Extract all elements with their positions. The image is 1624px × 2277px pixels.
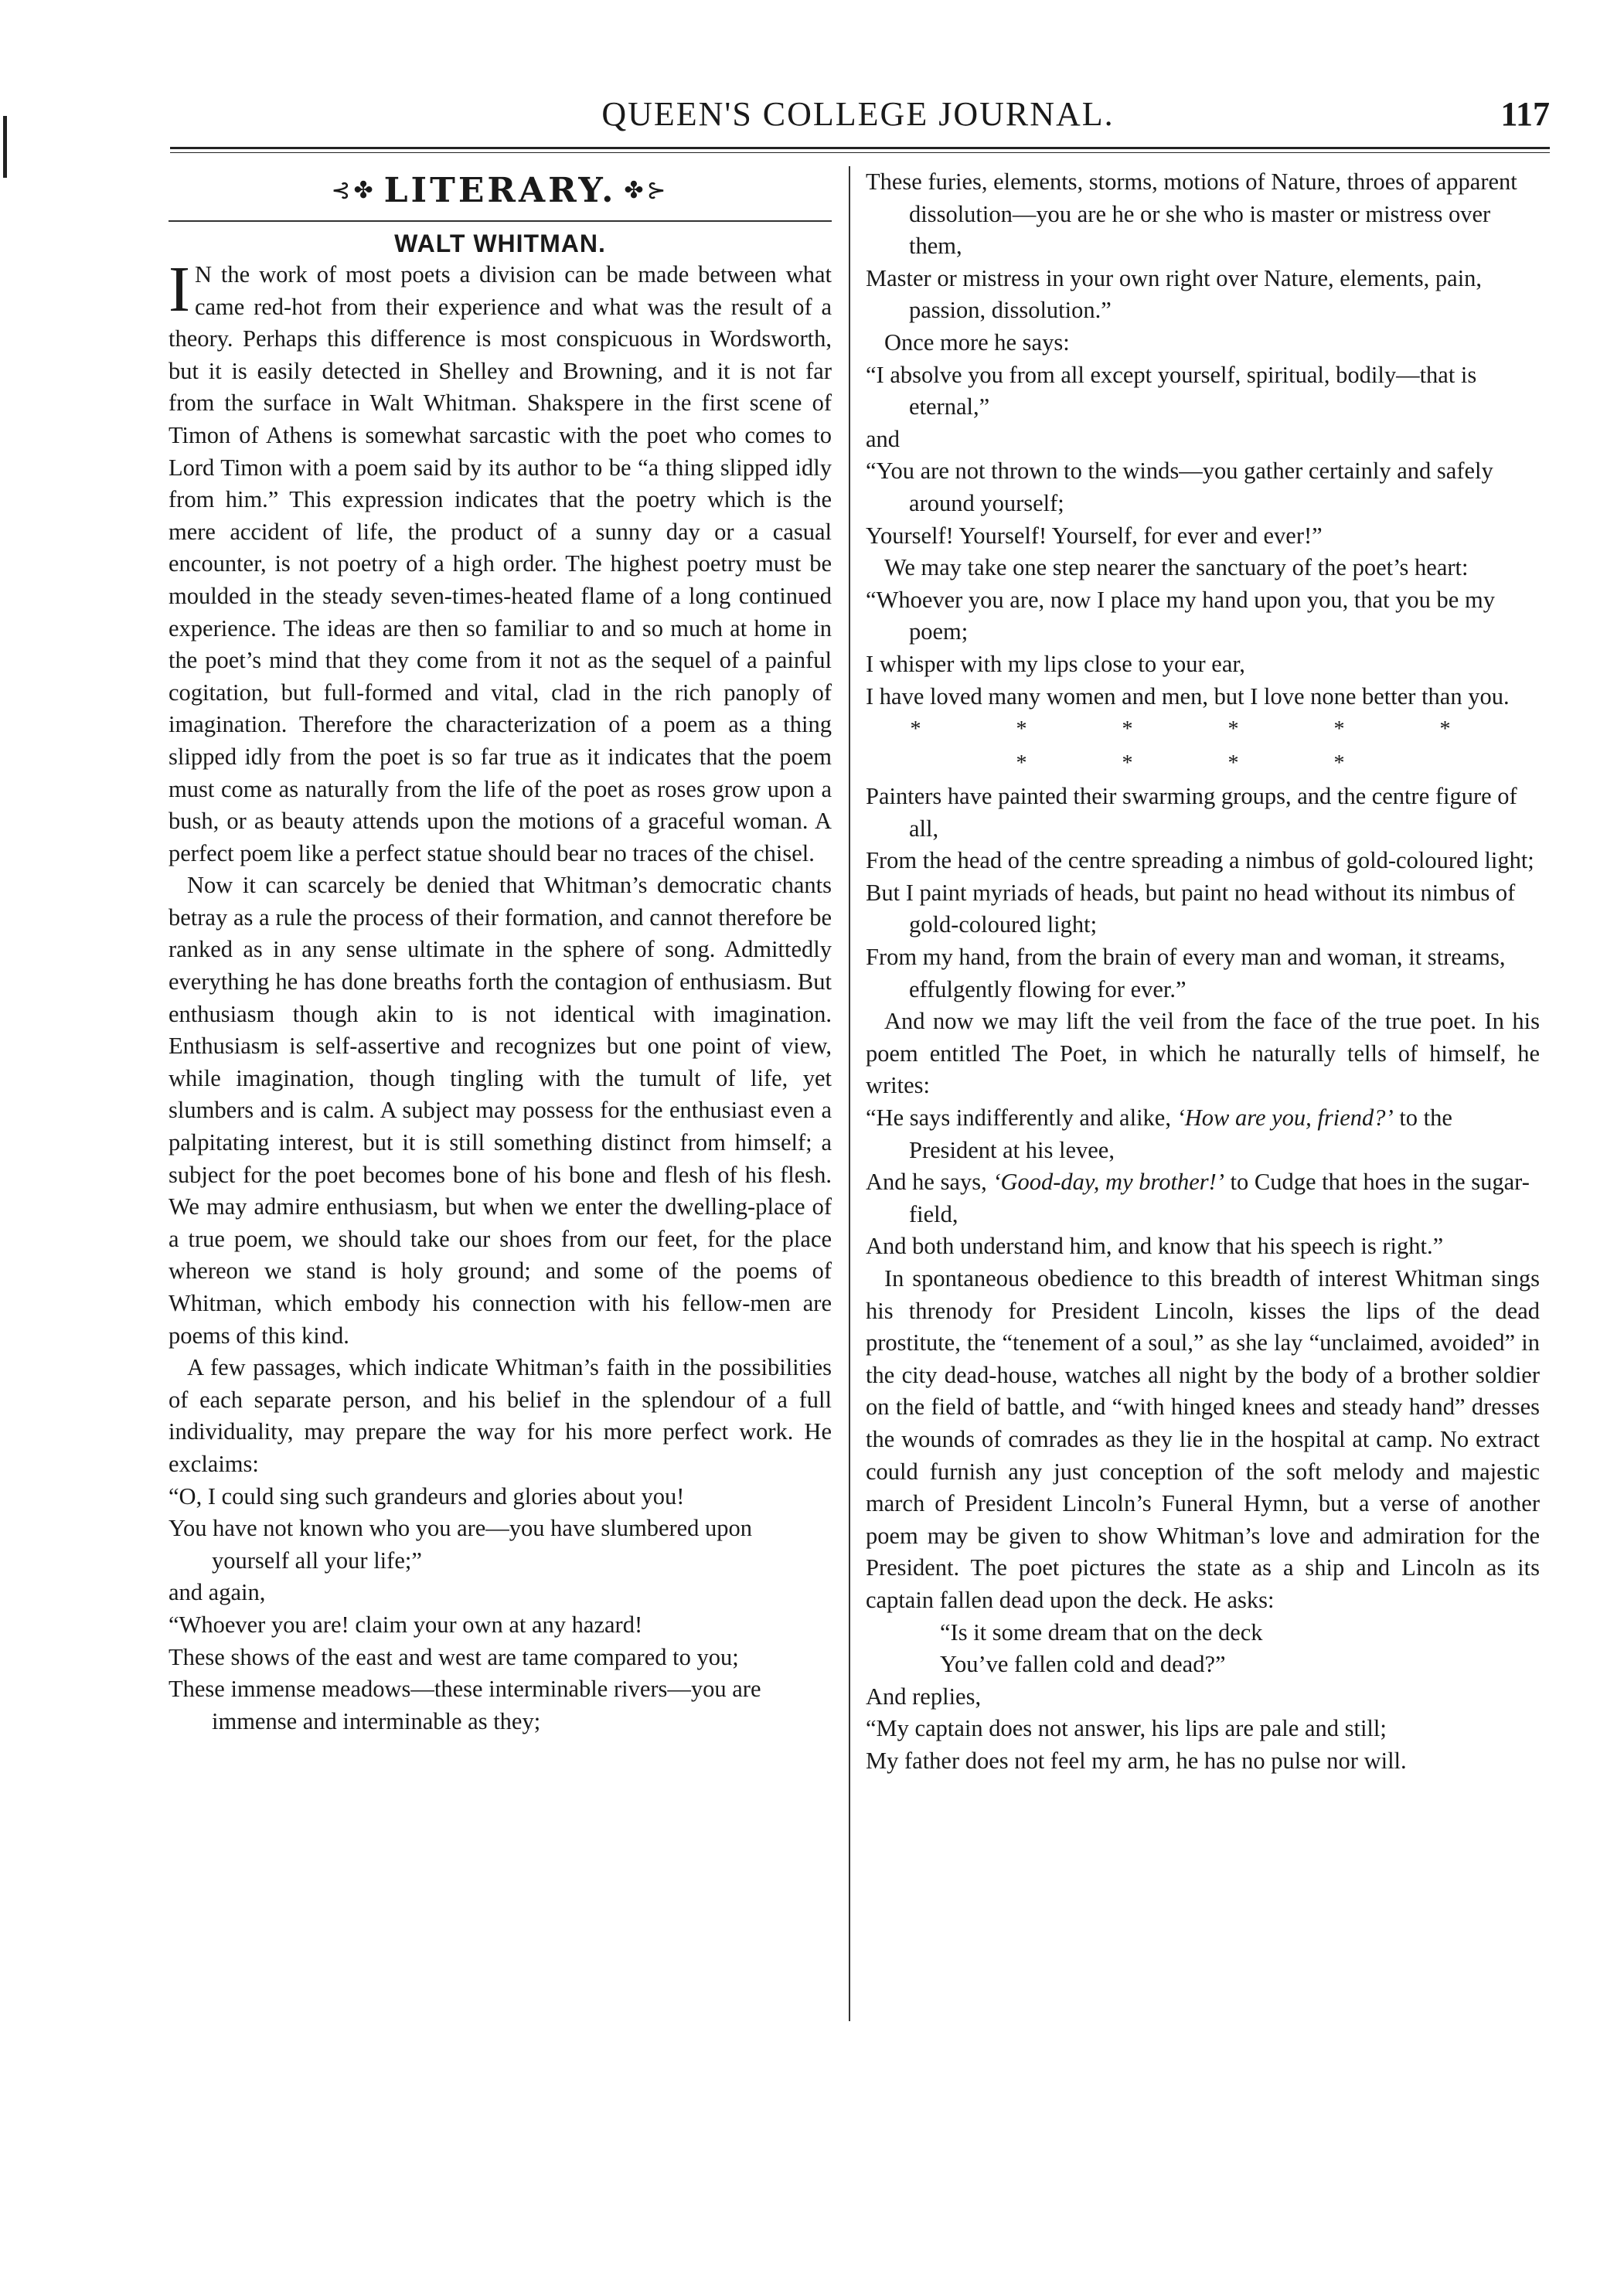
paragraph-5: And now we may lift the veil from the face of the true poet. In his poem entitled The Poet, in which he naturally tells of himself, he writes: [866,1008,1540,1099]
header-rule-thin [170,152,1550,153]
verse-line: These furies, elements, storms, motions of Nature, throes of apparent dissolution—you are he or she who is master or mistress over them, [866,168,1517,260]
verse-text: to the President at his levee, [909,1104,1452,1163]
binding-edge-mark [3,116,7,178]
verse-line: From the head of the centre spreading a nimbus of gold-coloured light; [866,847,1534,874]
quoted-verse-line: “Is it some dream that on the deck [940,1618,1263,1646]
paragraph-2: Now it can scarcely be denied that Whitman’s democratic chants betray as a rule the process of their formation, and cannot therefore be ranked as in any sense ultimate in the sphere of song. Admittedly everything he has done breaths forth the contagion of enthusiasm. But enthusiasm though akin to is not identical with imagination. Enthusiasm is self-assertive and recognizes but one point of view, while imagination, though tingling with the tumult of life, yet slumbers and is calm. A subject may possess for the enthusiast even a palpitating interest, but it is still something distinct from himself; a subject for the poet becomes bone of his bone and flesh of his flesh. We may admire enthusiasm, but when we enter the dwelling-place of a true poem, we should take our shoes from our feet, for the place whereon we stand is holy ground; and some of the poems of Whitman, which embody his connection with his fellow-men are poems of this kind. [169,872,832,1349]
page-number: 117 [1500,95,1550,133]
connector-text: Once more he says: [884,328,1070,356]
verse-line: These shows of the east and west are tame compared to you; [169,1643,739,1670]
column-divider [849,166,850,2021]
verse-italic-text: ‘Good-day, my brother!’ [992,1169,1224,1196]
verse-line: Master or mistress in your own right over Nature, elements, pain, passion, dissolution.” [866,264,1483,324]
section-rule [169,220,832,222]
connector-text: And replies, [866,1683,982,1710]
section-title: LITERARY. [383,171,617,210]
verse-line: “Whoever you are, now I place my hand upon you, that you be my poem; [866,586,1495,645]
verse-line: “My captain does not answer, his lips are pale and still; [866,1715,1387,1742]
verse-line: And both understand him, and know that his speech is right.” [866,1233,1444,1260]
header-rule [170,147,1550,149]
article-title: WALT WHITMAN. [394,230,606,257]
verse-line: “You are not thrown to the winds—you gather certainly and safely around yourself; [866,458,1493,516]
verse-line: “I absolve you from all except yourself, spiritual, bodily—that is eternal,” [866,361,1477,420]
verse-line: “O, I could sing such grandeurs and glories about you! [169,1482,685,1509]
verse-line: I have loved many women and men, but I love none better than you. [866,682,1510,710]
verse-text: And he says, [866,1169,993,1196]
paragraph-6: In spontaneous obedience to this breadth of interest Whitman sings his threnody for President Lincoln, kisses the lips of the dead prostitute, the “tenement of a soul,” as she lay “unclaimed, avoided” in the city dead-house, watches all night by the body of a brother soldier on the field of battle, and “with hinged knees and steady hand” dresses the wounds of comrades as they lie in the hospital at camp. No extract could furnish any just conception of the soft melody and majestic march of President Lincoln’s Funeral Hymn, but a verse of another poem may be given to show Whitman’s love and admiration for the President. The poet pictures the state as a ship and Lincoln as its captain fallen dead upon the deck. He asks: [866,1265,1540,1613]
verse-line [866,1102,1540,1166]
verse-line: “Whoever you are! claim your own at any hazard! [169,1611,643,1638]
left-column [169,166,832,1738]
paragraph-3: A few passages, which indicate Whitman’s faith in the possibilities of each separate person, and his belief in the splendour of a full individuality, may prepare the way for his more perfect work. He exclaims: [169,1354,832,1477]
running-head: QUEEN'S COLLEGE JOURNAL. [601,95,1115,133]
verse-italic-text: ‘How are you, friend?’ [1176,1104,1394,1132]
ornament-right-icon: ✤⊱ [624,177,669,204]
verse-line: From my hand, from the brain of every man and woman, it streams, effulgently flowing for ever.” [866,944,1506,1002]
verse-line: Yourself! Yourself! Yourself, for ever and ever!” [866,522,1323,549]
section-heading [169,166,832,216]
verse-line: My father does not feel my arm, he has no pulse nor will. [866,1747,1407,1774]
connector-text: and again, [169,1579,266,1606]
quoted-verse-line: You’ve fallen cold and dead?” [940,1651,1226,1678]
verse-line [866,1166,1540,1230]
verse-text: “He says indifferently and alike, [866,1104,1177,1132]
verse-line: I whisper with my lips close to your ear, [866,650,1245,677]
verse-line: You have not known who you are—you have slumbered upon yourself all your life;” [169,1515,753,1574]
verse-line: These immense meadows—these interminable rivers—you are immense and interminable as they; [169,1676,761,1734]
right-column [866,166,1540,1778]
paragraph-4: We may take one step nearer the sanctuary of the poet’s heart: [884,554,1469,581]
connector-text: and [866,425,901,452]
page-header [166,87,1550,141]
asterism-separator: * * * * * * * * * * [910,717,1496,776]
ornament-left-icon: ⊰✤ [331,177,376,204]
verse-line: Painters have painted their swarming groups, and the centre figure of all, [866,783,1517,842]
verse-line: But I paint myriads of heads, but paint no head without its nimbus of gold-coloured light; [866,879,1516,938]
paragraph-1: IN the work of most poets a division can be made between what came red-hot from their experience and what was the result of a theory. Perhaps this difference is most conspicuous in Wordsworth, but it is easily detected in Shelley and Browning, and it is not far from the surface in Walt Whitman. Shakspere in the first scene of Timon of Athens is somewhat sarcastic with the poet who comes to Lord Timon with a poem said by its author to be “a thing slipped idly from him.” This expression indicates that the poetry which is the mere accident of life, the product of a sunny day or a casual encounter, is not poetry of a high order. The highest poetry must be moulded in the steady seven-times-heated flame of a long continued experience. The ideas are then so familiar to and so much at home in the poet’s mind that they come from it not as the sequel of a painful cogitation, but full-formed and vital, clad in the rich panoply of imagination. Therefore the characterization of a poem as a thing slipped idly from the poet is so far true as it indicates that the poem must come as naturally from the life of the poet as roses grow upon a bush, or as beauty attends upon the motions of a graceful woman. A perfect poem like a perfect statue should bear no traces of the chisel. [169,254,832,866]
verse-text: to Cudge that hoes in the sugar-field, [909,1169,1530,1227]
